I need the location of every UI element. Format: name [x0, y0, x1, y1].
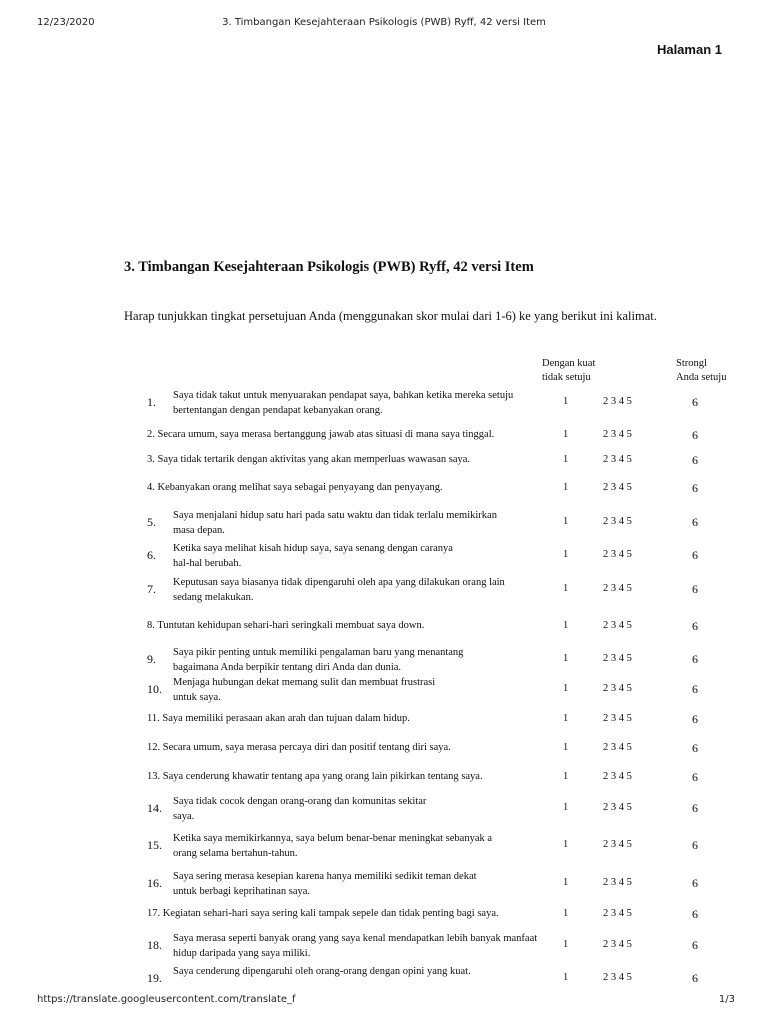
print-footer	[0, 994, 768, 1010]
scale-value-1: 1	[563, 429, 569, 440]
scale-values-2-5: 2 3 4 5	[603, 713, 632, 724]
scale-values-2-5: 2 3 4 5	[603, 771, 632, 782]
item-text-line: Saya pikir penting untuk memiliki pengalaman baru yang menantang	[173, 647, 464, 658]
scale-value-6: 6	[692, 428, 698, 442]
scale-values-2-5: 2 3 4 5	[603, 839, 632, 850]
item-number: 14.	[147, 801, 162, 815]
item-number: 10.	[147, 682, 162, 696]
item-text: 11. Saya memiliki perasaan akan arah dan tujuan dalam hidup.	[147, 713, 410, 724]
scale-values-2-5: 2 3 4 5	[603, 583, 632, 594]
scale-values-2-5: 2 3 4 5	[603, 908, 632, 919]
scale-value-6: 6	[692, 619, 698, 633]
scale-value-1: 1	[563, 908, 569, 919]
item-text: 2. Secara umum, saya merasa bertanggung jawab atas situasi di mana saya tinggal.	[147, 429, 495, 440]
item-text-line: Saya menjalani hidup satu hari pada satu waktu dan tidak terlalu memikirkan	[173, 510, 497, 521]
scale-values-2-5: 2 3 4 5	[603, 877, 632, 888]
scale-values-2-5: 2 3 4 5	[603, 549, 632, 560]
scale-values-2-5: 2 3 4 5	[603, 802, 632, 813]
scale-value-1: 1	[563, 620, 569, 631]
item-text-line: sedang melakukan.	[173, 592, 254, 603]
scale-values-2-5: 2 3 4 5	[603, 620, 632, 631]
scale-value-1: 1	[563, 802, 569, 813]
scale-value-1: 1	[563, 742, 569, 753]
scale-value-1: 1	[563, 653, 569, 664]
scale-header-agree-line2: Anda setuju	[676, 372, 727, 383]
scale-value-6: 6	[692, 741, 698, 755]
item-text-line: untuk berbagi keprihatinan saya.	[173, 886, 311, 897]
item-text-line: hidup daripada yang saya miliki.	[173, 948, 311, 959]
scale-value-1: 1	[563, 939, 569, 950]
item-text-line: hal-hal berubah.	[173, 558, 242, 569]
scale-values-2-5: 2 3 4 5	[603, 742, 632, 753]
print-page-count: 1/3	[718, 994, 735, 1005]
print-date: 12/23/2020	[37, 17, 95, 28]
scale-values-2-5: 2 3 4 5	[603, 429, 632, 440]
scale-header-disagree-line2: tidak setuju	[542, 372, 591, 383]
item-text-line: Ketika saya memikirkannya, saya belum benar-benar meningkat sebanyak a	[173, 833, 493, 844]
scale-value-6: 6	[692, 938, 698, 952]
print-url: https://translate.googleusercontent.com/translate_f	[37, 994, 296, 1005]
item-text: 8. Tuntutan kehidupan sehari-hari seringkali membuat saya down.	[147, 620, 425, 631]
scale-value-1: 1	[563, 454, 569, 465]
item-text-line: Menjaga hubungan dekat memang sulit dan membuat frustrasi	[173, 677, 436, 688]
item-text-line: untuk saya.	[173, 692, 221, 703]
item-number: 9.	[147, 652, 156, 666]
item-text-line: saya.	[173, 811, 195, 822]
item-text-line: Saya cenderung dipengaruhi oleh orang-orang dengan opini yang kuat.	[173, 966, 471, 977]
scale-value-6: 6	[692, 395, 698, 409]
item-text-line: orang selama bertahun-tahun.	[173, 848, 298, 859]
item-text: 3. Saya tidak tertarik dengan aktivitas yang akan memperluas wawasan saya.	[147, 454, 471, 465]
item-number: 16.	[147, 876, 162, 890]
scale-values-2-5: 2 3 4 5	[603, 396, 632, 407]
item-text-line: Saya tidak cocok dengan orang-orang dan komunitas sekitar	[173, 796, 427, 807]
scale-values-2-5: 2 3 4 5	[603, 972, 632, 983]
scale-value-6: 6	[692, 801, 698, 815]
scale-value-6: 6	[692, 770, 698, 784]
item-text-line: Saya sering merasa kesepian karena hanya memiliki sedikit teman dekat	[173, 871, 477, 882]
scale-value-1: 1	[563, 396, 569, 407]
item-number: 19.	[147, 971, 162, 985]
item-text-line: Saya tidak takut untuk menyuarakan pendapat saya, bahkan ketika mereka setuju	[173, 390, 514, 401]
scale-values-2-5: 2 3 4 5	[603, 653, 632, 664]
scale-value-6: 6	[692, 652, 698, 666]
scale-values-2-5: 2 3 4 5	[603, 683, 632, 694]
scale-value-1: 1	[563, 549, 569, 560]
scale-value-1: 1	[563, 583, 569, 594]
scale-value-1: 1	[563, 839, 569, 850]
scale-values-2-5: 2 3 4 5	[603, 482, 632, 493]
item-number: 15.	[147, 838, 162, 852]
scale-value-1: 1	[563, 482, 569, 493]
item-text: 13. Saya cenderung khawatir tentang apa yang orang lain pikirkan tentang saya.	[147, 771, 483, 782]
scale-value-1: 1	[563, 877, 569, 888]
item-text: 4. Kebanyakan orang melihat saya sebagai penyayang dan penyayang.	[147, 482, 443, 493]
item-text: 17. Kegiatan sehari-hari saya sering kali tampak sepele dan tidak penting bagi saya.	[147, 908, 499, 919]
scale-value-1: 1	[563, 516, 569, 527]
scale-value-6: 6	[692, 876, 698, 890]
item-number: 5.	[147, 515, 156, 529]
scale-values-2-5: 2 3 4 5	[603, 516, 632, 527]
scale-value-1: 1	[563, 972, 569, 983]
scale-value-1: 1	[563, 683, 569, 694]
item-number: 6.	[147, 548, 156, 562]
scale-values-2-5: 2 3 4 5	[603, 454, 632, 465]
instructions-text: Harap tunjukkan tingkat persetujuan Anda (menggunakan skor mulai dari 1-6) ke yang berikut ini kalimat.	[124, 309, 657, 323]
scale-value-6: 6	[692, 907, 698, 921]
page-label: Halaman 1	[656, 42, 722, 57]
scale-value-6: 6	[692, 682, 698, 696]
item-text-line: masa depan.	[173, 525, 225, 536]
scale-header-agree-line1: Strongl	[676, 358, 707, 369]
document-title: 3. Timbangan Kesejahteraan Psikologis (PWB) Ryff, 42 versi Item	[124, 259, 534, 275]
item-text-line: Saya merasa seperti banyak orang yang saya kenal mendapatkan lebih banyak manfaat	[173, 933, 538, 944]
item-text-line: bagaimana Anda berpikir tentang diri Anda dan dunia.	[173, 662, 402, 673]
item-number: 18.	[147, 938, 162, 952]
scale-value-6: 6	[692, 453, 698, 467]
scale-header-disagree-line1: Dengan kuat	[542, 358, 596, 369]
scale-value-6: 6	[692, 481, 698, 495]
scale-value-6: 6	[692, 582, 698, 596]
scale-value-1: 1	[563, 771, 569, 782]
scale-values-2-5: 2 3 4 5	[603, 939, 632, 950]
item-text-line: Ketika saya melihat kisah hidup saya, saya senang dengan caranya	[173, 543, 453, 554]
scale-value-6: 6	[692, 971, 698, 985]
item-number: 1.	[147, 395, 156, 409]
item-text: 12. Secara umum, saya merasa percaya diri dan positif tentang diri saya.	[147, 742, 451, 753]
scale-value-6: 6	[692, 515, 698, 529]
print-tab-title: 3. Timbangan Kesejahteraan Psikologis (PWB) Ryff, 42 versi Item	[222, 17, 546, 28]
scale-value-6: 6	[692, 712, 698, 726]
item-number: 7.	[147, 582, 156, 596]
item-text-line: Keputusan saya biasanya tidak dipengaruhi oleh apa yang dilakukan orang lain	[173, 577, 505, 588]
item-text-line: bertentangan dengan pendapat kebanyakan orang.	[173, 405, 383, 416]
scale-value-1: 1	[563, 713, 569, 724]
scale-value-6: 6	[692, 838, 698, 852]
scale-value-6: 6	[692, 548, 698, 562]
